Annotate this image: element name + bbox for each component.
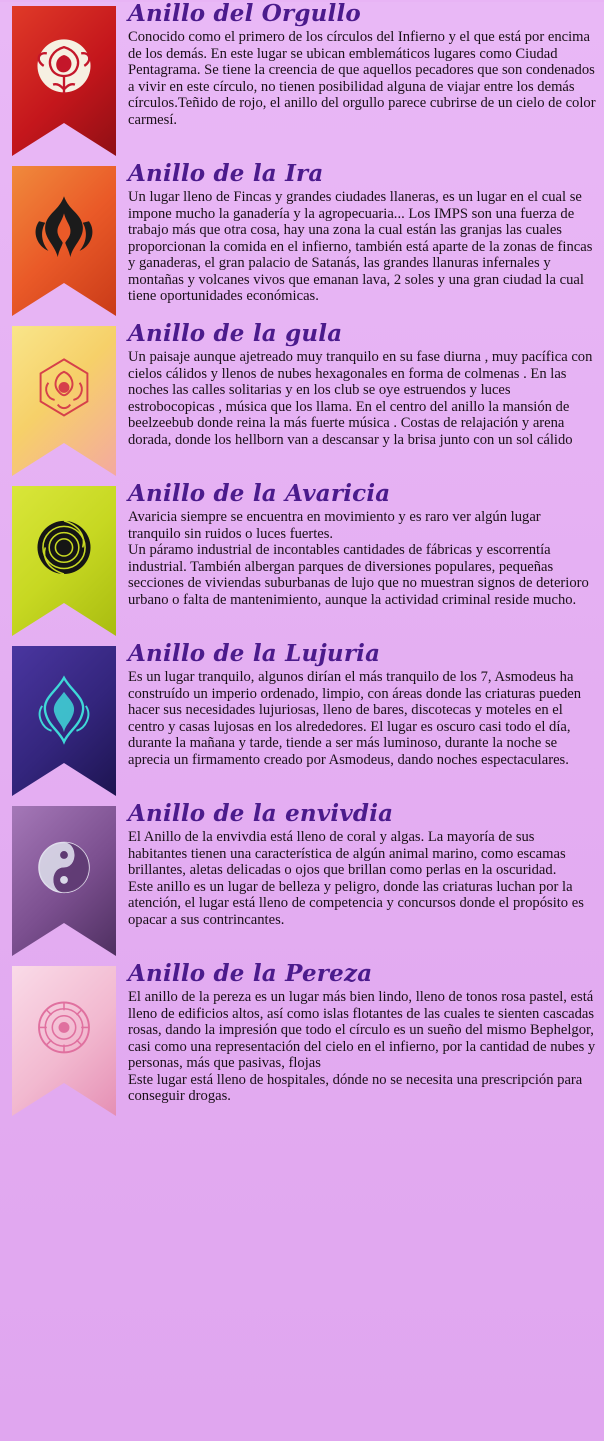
banner-wrap-pereza bbox=[0, 962, 128, 1116]
ring-paragraph: Un páramo industrial de incontables cantidades de fábricas y escorrentía industrial. También albergan parques de diversiones populares, pequeñas secciones de viviendas suburbanas de lujo que no muestran signos de deterioro urbano o falta de mantenimiento, aunque la actividad criminal reside mucho. bbox=[128, 542, 589, 608]
banner-envidia bbox=[12, 806, 116, 956]
ring-title: Anillo de la envivdia bbox=[128, 800, 394, 827]
honeycomb-floral-icon bbox=[25, 350, 103, 428]
coin-swirl-icon bbox=[25, 510, 103, 588]
ring-section-envidia bbox=[0, 802, 604, 956]
ring-title: Anillo de la Ira bbox=[128, 160, 324, 187]
ring-body bbox=[128, 829, 596, 928]
ring-paragraph: Este anillo es un lugar de belleza y peligro, donde las criaturas luchan por la atención, el lugar está lleno de competencia y concursos donde el propósito es opacar a sus contrincantes. bbox=[128, 878, 584, 928]
ring-body bbox=[128, 509, 596, 608]
ring-title: Anillo de la Avaricia bbox=[128, 480, 391, 507]
ring-title: Anillo de la Lujuria bbox=[128, 640, 381, 667]
ring-text-envidia bbox=[128, 802, 600, 928]
ring-paragraph: Es un lugar tranquilo, algunos dirían el más tranquilo de los 7, Asmodeus ha construído un imperio ordenado, limpio, con áreas donde las criaturas pueden hacer sus necesidades lujuriosas, lleno de bares, discotecas y moteles en el centro y casas lujosas en los alrededores. El lugar es oscuro casi todo el día, durante la mañana y tarde, tiende a ser más luminoso, durante la noche se aprecia un firmamento creado por Asmodeus, dando noches espectaculares. bbox=[128, 669, 582, 768]
ring-text-avaricia bbox=[128, 482, 600, 608]
banner-avaricia bbox=[12, 486, 116, 636]
ring-text-orgullo bbox=[128, 2, 600, 128]
ring-text-ira bbox=[128, 162, 600, 305]
ring-section-lujuria bbox=[0, 642, 604, 796]
ring-paragraph: Conocido como el primero de los círculos del Infierno y el que está por encima de los demás. En este lugar se ubican emblemáticos lugares como Ciudad Pentagrama. Se tiene la creencia de que aquellos pecadores que son condenados a vivir en este círculo, no tienen posibilidad alguna de viajar entre los demás círculos.Teñido de rojo, el anillo del orgullo parece cubrirse de un cielo de color carmesí. bbox=[128, 29, 596, 128]
rose-crest-icon bbox=[25, 30, 103, 108]
banner-wrap-ira bbox=[0, 162, 128, 316]
banner-ira bbox=[12, 166, 116, 316]
ring-text-pereza bbox=[128, 962, 600, 1105]
banner-lujuria bbox=[12, 646, 116, 796]
ring-text-gula bbox=[128, 322, 600, 448]
ring-paragraph: Un paisaje aunque ajetreado muy tranquilo en su fase diurna , muy pacífica con cielos cálidos y llenos de nubes hexagonales en forma de colmenas . En las noches las calles solitarias y en los club se oye estruendos y luces estrobocopicas , música que los llama. En el centro del anillo la mansión de beelzeebub donde reina la más fuerte música . Costas de relajación y arena dorada, donde los hellborn van a descansar y la brisa junto con un sol cálido bbox=[128, 349, 593, 448]
flame-heart-icon bbox=[25, 670, 103, 748]
ring-title: Anillo de la Pereza bbox=[128, 960, 373, 987]
ring-section-orgullo bbox=[0, 2, 604, 156]
tribal-flame-icon bbox=[25, 190, 103, 268]
ring-body bbox=[128, 189, 596, 304]
banner-gula bbox=[12, 326, 116, 476]
ring-section-gula bbox=[0, 322, 604, 476]
banner-wrap-gula bbox=[0, 322, 128, 476]
rings-of-hell-document bbox=[0, 2, 604, 1441]
ring-body bbox=[128, 669, 596, 768]
mandala-rose-icon bbox=[25, 990, 103, 1068]
ring-body bbox=[128, 989, 596, 1104]
ring-section-avaricia bbox=[0, 482, 604, 636]
ring-paragraph: Avaricia siempre se encuentra en movimiento y es raro ver algún lugar tranquilo sin ruidos o luces fuertes. bbox=[128, 509, 541, 542]
ring-paragraph: El anillo de la pereza es un lugar más bien lindo, lleno de tonos rosa pastel, está lleno de edificios altos, así como islas flotantes de las cuales te sienten cascadas rosas, dando la impresión que todo el círculo es un sueño del mismo Bephelgor, casi como una representación del cielo en el infierno, por la cantidad de nubes y personas, más que pasivas, flojas bbox=[128, 989, 596, 1072]
banner-wrap-orgullo bbox=[0, 2, 128, 156]
banner-pereza bbox=[12, 966, 116, 1116]
banner-wrap-lujuria bbox=[0, 642, 128, 796]
ring-paragraph: El Anillo de la envivdia está lleno de coral y algas. La mayoría de sus habitantes tienen una característica de algún animal marino, como escamas brillantes, aletas delicadas o ojos que brillan como perlas en la oscuridad. bbox=[128, 829, 566, 879]
ring-section-ira bbox=[0, 162, 604, 316]
koi-yinyang-icon bbox=[25, 830, 103, 908]
banner-orgullo bbox=[12, 6, 116, 156]
ring-paragraph: Un lugar lleno de Fincas y grandes ciudades llaneras, es un lugar en el cual se impone mucho la ganadería y la agropecuaria... Los IMPS son una fuerza de trabajo más que otra cosa, hay una zona la cual están las granjas las cuales proporcionan la comida en el infierno, también está aparte de la zonas de fincas y ganaderas, el gran palacio de Satanás, las grandes llanuras infernales y montañas y volcanes vivos que emanan lava, 2 soles y una gran ciudad la cual tiene oportunidades económicas. bbox=[128, 189, 593, 305]
ring-text-lujuria bbox=[128, 642, 600, 768]
banner-wrap-envidia bbox=[0, 802, 128, 956]
ring-body bbox=[128, 349, 596, 448]
ring-paragraph: Este lugar está lleno de hospitales, dónde no se necesita una prescripción para conseguir drogas. bbox=[128, 1071, 583, 1105]
ring-title: Anillo de la gula bbox=[128, 320, 343, 347]
ring-title: Anillo del Orgullo bbox=[128, 0, 361, 27]
ring-section-pereza bbox=[0, 962, 604, 1116]
banner-wrap-avaricia bbox=[0, 482, 128, 636]
ring-body bbox=[128, 29, 596, 128]
